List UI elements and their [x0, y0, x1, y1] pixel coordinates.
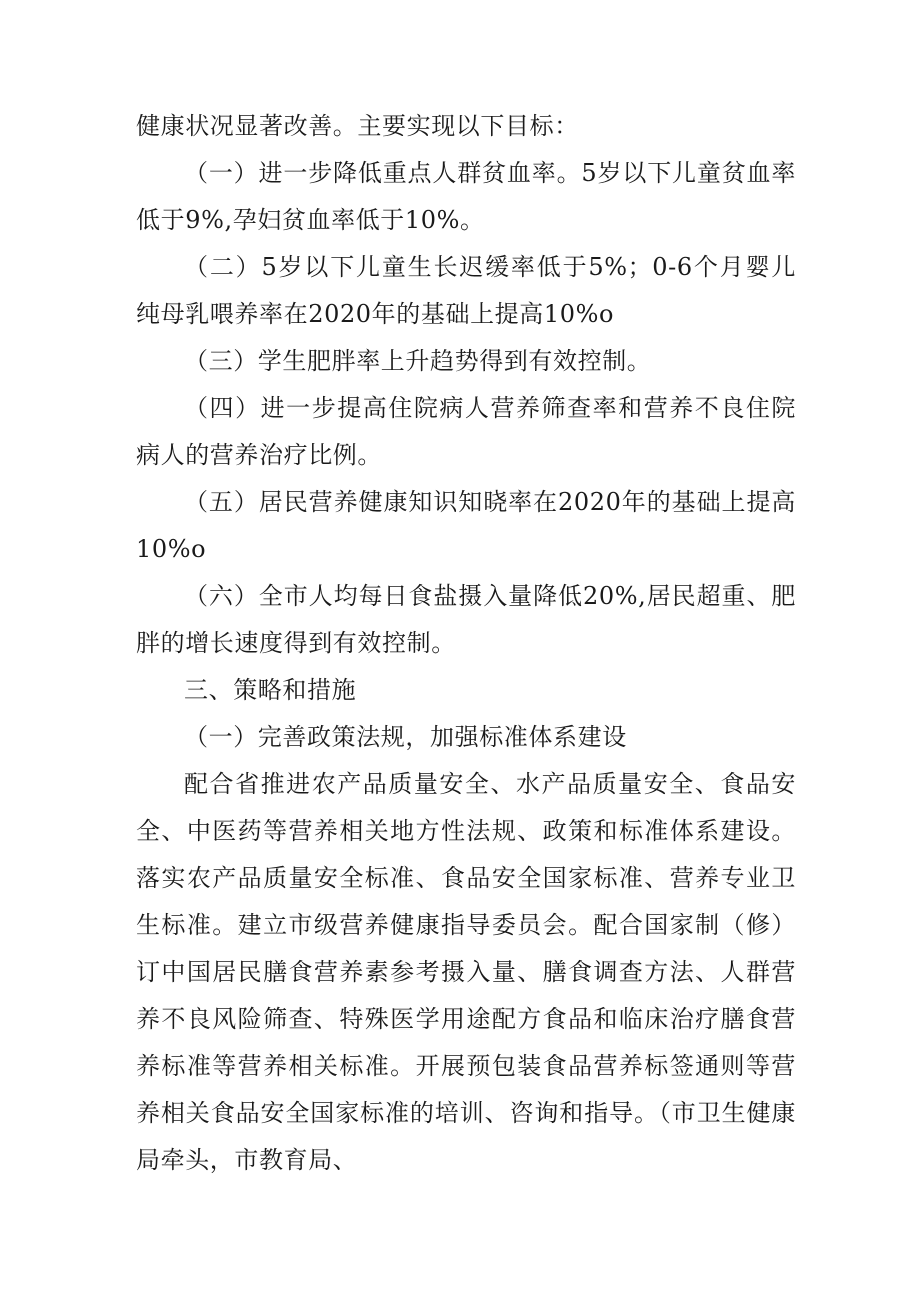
goal-item-6: （六）全市人均每日食盐摄入量降低20%,居民超重、肥胖的增长速度得到有效控制。: [136, 582, 796, 657]
section-heading-strategies: 三、策略和措施: [184, 676, 357, 704]
goal-item-2: （二）5岁以下儿童生长迟缓率低于5%；0-6个月婴儿纯母乳喂养率在2020年的基础上提高10%o: [136, 253, 796, 328]
paragraph-continuation: 健康状况显著改善。主要实现以下目标：: [136, 112, 579, 140]
body-paragraph-policy: 配合省推进农产品质量安全、水产品质量安全、食品安全、中医药等营养相关地方性法规、政策和标准体系建设。落实农产品质量安全标准、食品安全国家标准、营养专业卫生标准。建立市级营养健康指导委员会。配合国家制（修）订中国居民膳食营养素参考摄入量、膳食调查方法、人群营养不良风险筛查、特殊医学用途配方食品和临床治疗膳食营养标准等营养相关标准。开展预包装食品营养标签通则等营养相关食品安全国家标准的培训、咨询和指导。（市卫生健康局牵头，市教育局、: [136, 770, 796, 1174]
goal-item-4: （四）进一步提高住院病人营养筛查率和营养不良住院病人的营养治疗比例。: [136, 394, 796, 469]
document-body: [136, 103, 796, 1184]
goal-item-5: （五）居民营养健康知识知晓率在2020年的基础上提高10%o: [136, 488, 796, 563]
goal-item-3: （三）学生肥胖率上升趋势得到有效控制。: [184, 347, 652, 375]
subsection-heading-policy: （一）完善政策法规，加强标准体系建设: [184, 723, 627, 751]
goal-item-1: （一）进一步降低重点人群贫血率。5岁以下儿童贫血率低于9%,孕妇贫血率低于10%。: [136, 159, 796, 234]
